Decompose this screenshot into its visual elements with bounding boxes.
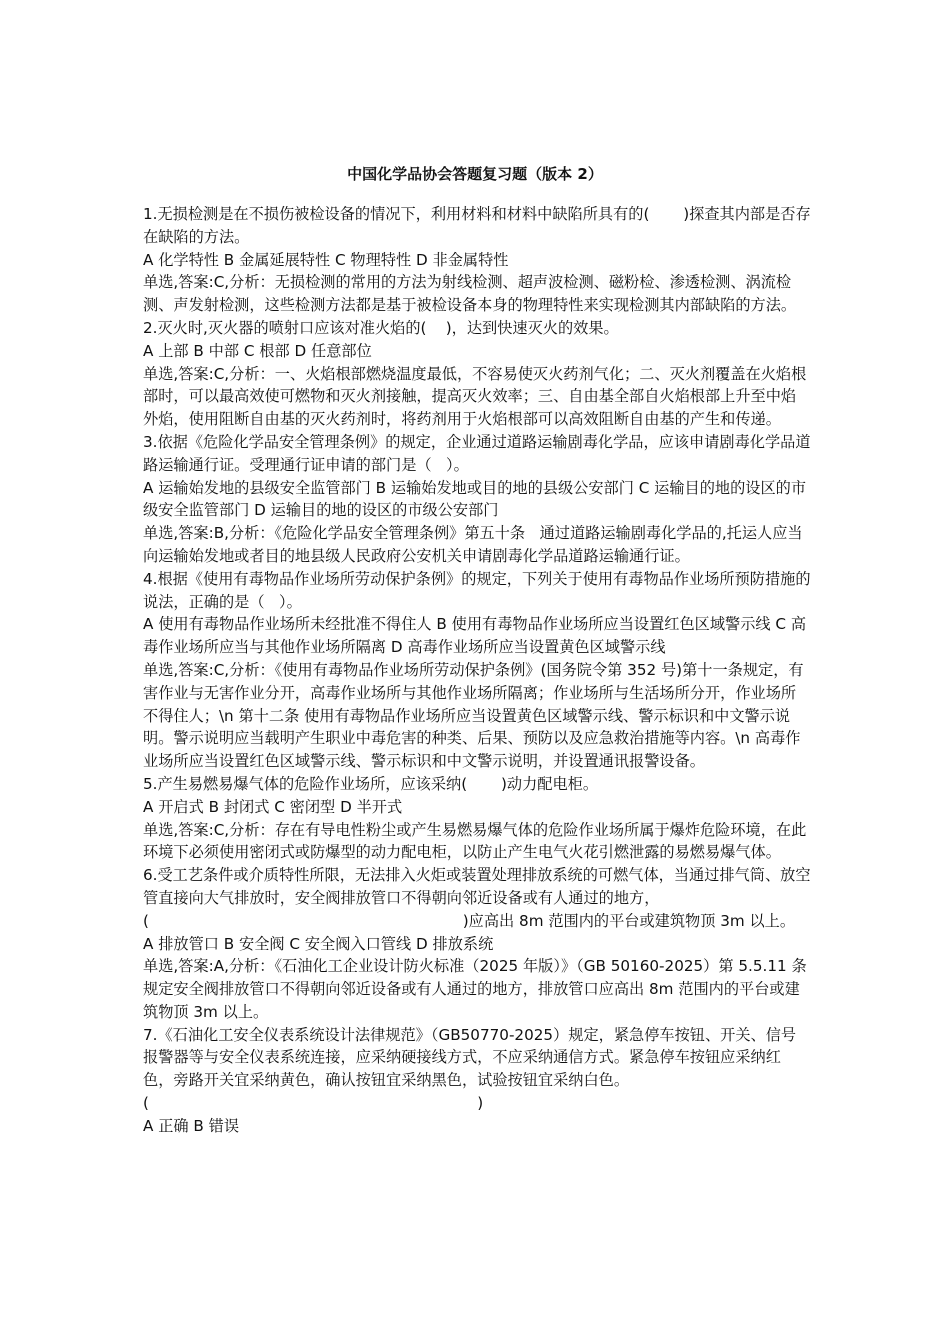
question-options: A 运输始发地的县级安全监管部门 B 运输始发地或目的地的县级公安部门 C 运输目的地的设区的市级安全监管部门 D 运输目的地的设区的市级公安部门 [143, 478, 807, 520]
question-3 [143, 431, 811, 568]
question-text: 1.无损检测是在不损伤被检设备的情况下，利用材料和材料中缺陷所具有的( )探查其内部是否存在缺陷的方法。 [143, 205, 811, 246]
question-options: A 使用有毒物品作业场所未经批准不得住人 B 使用有毒物品作业场所应当设置红色区域警示线 C 高毒作业场所应当与其他作业场所隔离 D 高毒作业场所应当设置黄色区域警示线 [143, 615, 807, 657]
question-analysis: 单选,答案:C,分析：存在有导电性粉尘或产生易燃易爆气体的危险作业场所属于爆炸危险环境，在此环境下必须使用密闭式或防爆型的动力配电柜，以防止产生电气火花引燃泄露的易燃易爆气体。 [143, 820, 807, 862]
question-2 [143, 317, 811, 431]
question-text: 4.根据《使用有毒物品作业场所劳动保护条例》的规定，下列关于使用有毒物品作业场所预防措施的说法，正确的是（ ）。 [143, 569, 811, 611]
question-5 [143, 773, 811, 864]
question-text: 6.受工艺条件或介质特性所限，无法排入火炬或装置处理排放系统的可燃气体，当通过排气筒、放空管直接向大气排放时，安全阀排放管口不得朝向邻近设备或有人通过的地方，( )应高出 8m 范围内的平台或建筑物顶 3m 以上。 [143, 866, 811, 930]
question-analysis: 单选,答案:C,分析：《使用有毒物品作业场所劳动保护条例》(国务院令第 352 号)第十一条规定，有害作业与无害作业分开，高毒作业场所与其他作业场所隔离；作业场所与生活场所分开，作业场所不得住人；\n 第十二条 使用有毒物品作业场所应当设置黄色区域警示线、警示标识和中文警示说明。警示说明应当载明产生职业中毒危害的种类、后果、预防以及应急救治措施等内容。\n 高毒作业场所应当设置红色区域警示线、警示标识和中文警示说明，并设置通讯报警设备。 [143, 660, 804, 771]
question-options: A 上部 B 中部 C 根部 D 任意部位 [143, 341, 372, 360]
question-analysis: 单选,答案:B,分析：《危险化学品安全管理条例》第五十条 通过道路运输剧毒化学品的,托运人应当向运输始发地或者目的地县级人民政府公安机关申请剧毒化学品道路运输通行证。 [143, 524, 803, 565]
question-6 [143, 864, 811, 1024]
question-analysis: 单选,答案:C,分析：无损检测的常用的方法为射线检测、超声波检测、磁粉检、渗透检测、涡流检测、声发射检测，这些检测方法都是基于被检设备本身的物理特性来实现检测其内部缺陷的方法。 [143, 273, 797, 315]
question-analysis: 单选,答案:A,分析：《石油化工企业设计防火标准（2025 年版）》（GB 50160-2025）第 5.5.11 条规定安全阀排放管口不得朝向邻近设备或有人通过的地方，排放管口应高出 8m 范围内的平台或建筑物顶 3m 以上。 [143, 957, 807, 1021]
question-text: 2.灭火时,灭火器的喷射口应该对准火焰的( )，达到快速灭火的效果。 [143, 318, 619, 337]
question-options: A 正确 B 错误 [143, 1116, 240, 1135]
question-4 [143, 568, 811, 773]
question-1 [143, 203, 811, 317]
question-text: 5.产生易燃易爆气体的危险作业场所，应该采纳( )动力配电柜。 [143, 774, 599, 793]
document-title: 中国化学品协会答题复习题（版本 2） [347, 165, 603, 183]
question-options: A 排放管口 B 安全阀 C 安全阀入口管线 D 排放系统 [143, 934, 494, 953]
question-list [143, 203, 811, 1138]
question-options: A 开启式 B 封闭式 C 密闭型 D 半开式 [143, 797, 403, 816]
question-text: 3.依据《危险化学品安全管理条例》的规定，企业通过道路运输剧毒化学品，应该申请剧毒化学品道路运输通行证。受理通行证申请的部门是（ ）。 [143, 432, 811, 474]
question-analysis: 单选,答案:C,分析：一、火焰根部燃烧温度最低，不容易使灭火药剂气化；二、灭火剂覆盖在火焰根部时，可以最高效使可燃物和灭火剂接触，提高灭火效率；三、自由基全部自火焰根部上升至中焰外焰，使用阻断自由基的灭火药剂时，将药剂用于火焰根部可以高效阻断自由基的产生和传递。 [143, 364, 807, 429]
question-options: A 化学特性 B 金属延展特性 C 物理特性 D 非金属特性 [143, 250, 509, 269]
question-text: 7.《石油化工安全仪表系统设计法律规范》（GB50770-2025）规定，紧急停车按钮、开关、信号报警器等与安全仪表系统连接，应采纳硬接线方式，不应采纳通信方式。紧急停车按钮应采纳红色，旁路开关宜采纳黄色，确认按钮宜采纳黑色，试验按钮宜采纳白色。( ) [143, 1025, 797, 1113]
question-7 [143, 1024, 811, 1138]
